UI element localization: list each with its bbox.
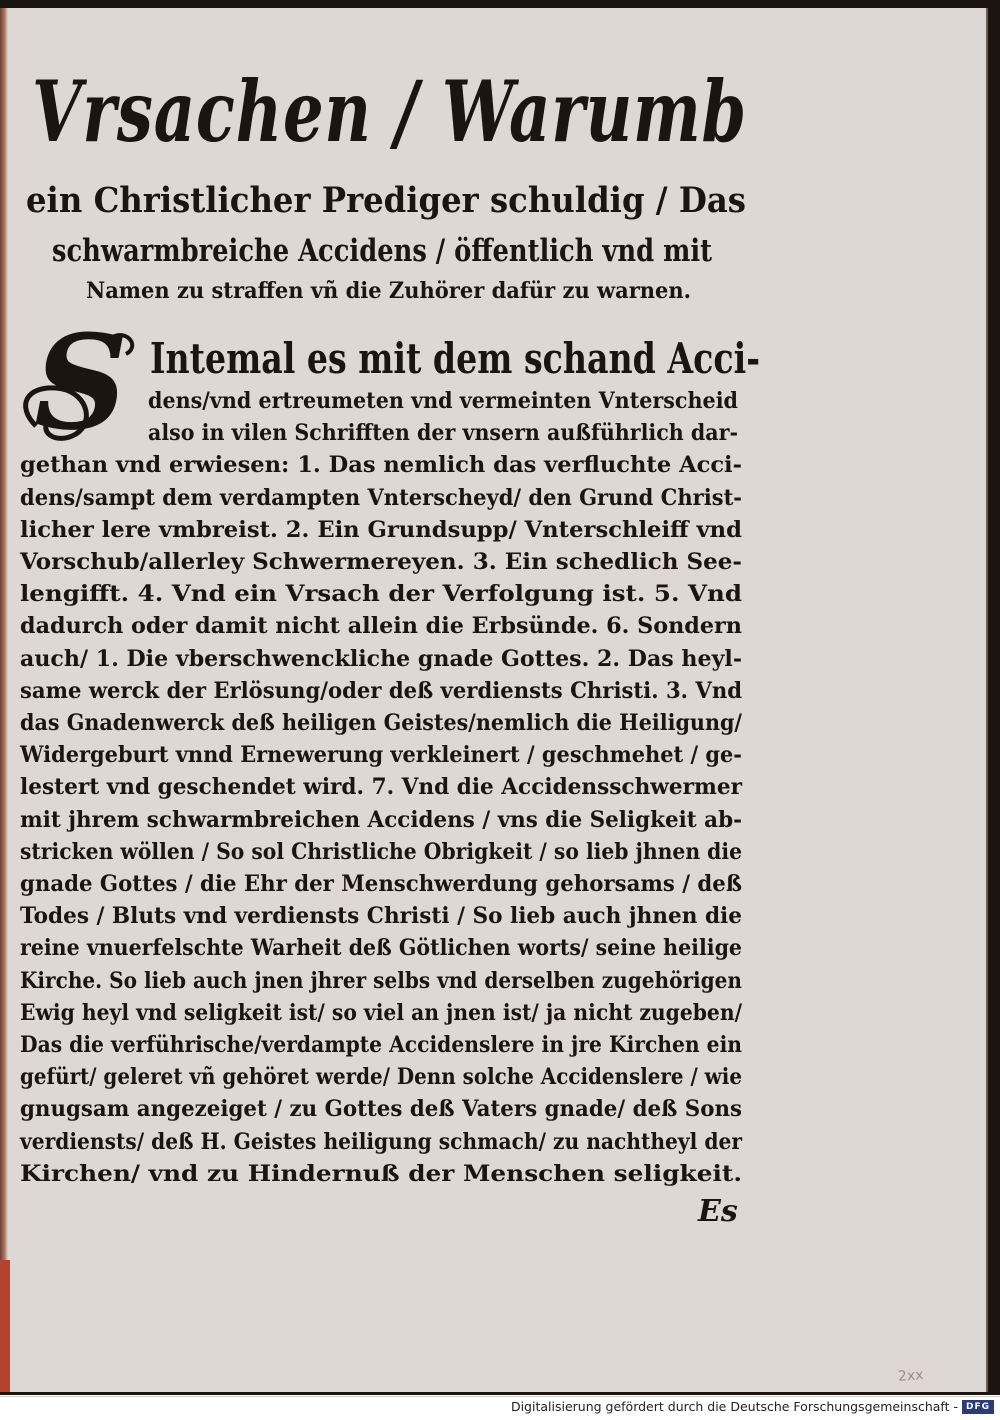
title-line-2: ein Christlicher Prediger schuldig / Das (26, 180, 746, 221)
body-line: Vorschub/allerley Schwermereyen. 3. Ein schedlich See- (20, 549, 742, 575)
body-line: reine vnuerfelschte Warheit deß Götlichen worts/ seine heilige (20, 935, 742, 962)
dropcap-letter: S (34, 306, 128, 459)
dfg-logo: DFG (962, 1400, 994, 1414)
body-line: Ewig heyl vnd seligkeit ist/ so viel an jnen ist/ ja nicht zugeben/ (20, 999, 742, 1026)
title-line-4: Namen zu straffen vñ die Zuhörer dafür zu warnen. (86, 278, 691, 304)
body-line: gnade Gottes / die Ehr der Menschwerdung gehorsams / deß (20, 871, 742, 897)
title-line-1: Vrsachen / Warumb (32, 62, 747, 161)
page-binding-edge (0, 8, 8, 1392)
body-line: mit jhrem schwarmbreichen Accidens / vns die Seligkeit ab- (20, 806, 742, 833)
body-line: Widergeburt vnnd Ernewerung verkleinert / geschmehet / ge- (20, 742, 742, 769)
body-line: lengifft. 4. Vnd ein Vrsach der Verfolgung ist. 5. Vnd (20, 581, 742, 608)
body-line: dadurch oder damit nicht allein die Erbsünde. 6. Sondern (20, 613, 742, 640)
title-line-3: schwarmbreiche Accidens / öffentlich vnd mit (52, 233, 712, 269)
body-line: Kirchen/ vnd zu Hindernuß der Menschen seligkeit. (20, 1160, 742, 1187)
body-line: gnugsam angezeiget / zu Gottes deß Vaters gnade/ deß Sons (20, 1096, 742, 1123)
body-line: dens/vnd ertreumeten vnd vermeinten Vnterscheid (148, 388, 738, 414)
body-line: gethan vnd erwiesen: 1. Das nemlich das verfluchte Acci- (20, 452, 742, 479)
catchword: Es (698, 1194, 738, 1229)
body-line: also in vilen Schrifften der vnsern außführlich dar- (148, 420, 738, 447)
footer-bar (0, 1396, 1000, 1420)
body-line: auch/ 1. Die vberschwenckliche gnade Gottes. 2. Das heyl- (20, 645, 742, 672)
archive-pencil-mark: 2xx (897, 1367, 925, 1385)
body-line: licher lere vmbreist. 2. Ein Grundsupp/ Vnterschleiff vnd (20, 516, 742, 543)
body-line: verdiensts/ deß H. Geistes heiligung schmach/ zu nachtheyl der (20, 1128, 742, 1155)
body-line: same werck der Erlösung/oder deß verdiensts Christi. 3. Vnd (20, 677, 742, 704)
body-first-line: Intemal es mit dem schand Acci- (150, 334, 760, 383)
body-line: dens/sampt dem verdampten Vnterscheyd/ den Grund Christ- (20, 484, 742, 511)
binding-red-tab (0, 1260, 10, 1392)
body-line: Todes / Bluts vnd verdiensts Christi / So lieb auch jhnen die (20, 903, 742, 930)
body-line: stricken wöllen / So sol Christliche Obrigkeit / so lieb jhnen die (20, 838, 742, 865)
body-line: das Gnadenwerck deß heiligen Geistes/nemlich die Heiligung/ (20, 710, 742, 736)
body-line: Kirche. So lieb auch jnen jhrer selbs vnd derselben zugehörigen (20, 967, 742, 994)
body-line: gefürt/ geleret vñ gehöret werde/ Denn solche Accidenslere / wie (20, 1064, 742, 1091)
body-line: lestert vnd geschendet wird. 7. Vnd die Accidensschwermer (20, 774, 742, 801)
body-line: Das die verführische/verdampte Accidenslere in jre Kirchen ein (20, 1032, 742, 1058)
book-page (0, 8, 988, 1392)
footer-credit: Digitalisierung gefördert durch die Deutsche Forschungsgemeinschaft - (510, 1399, 958, 1414)
